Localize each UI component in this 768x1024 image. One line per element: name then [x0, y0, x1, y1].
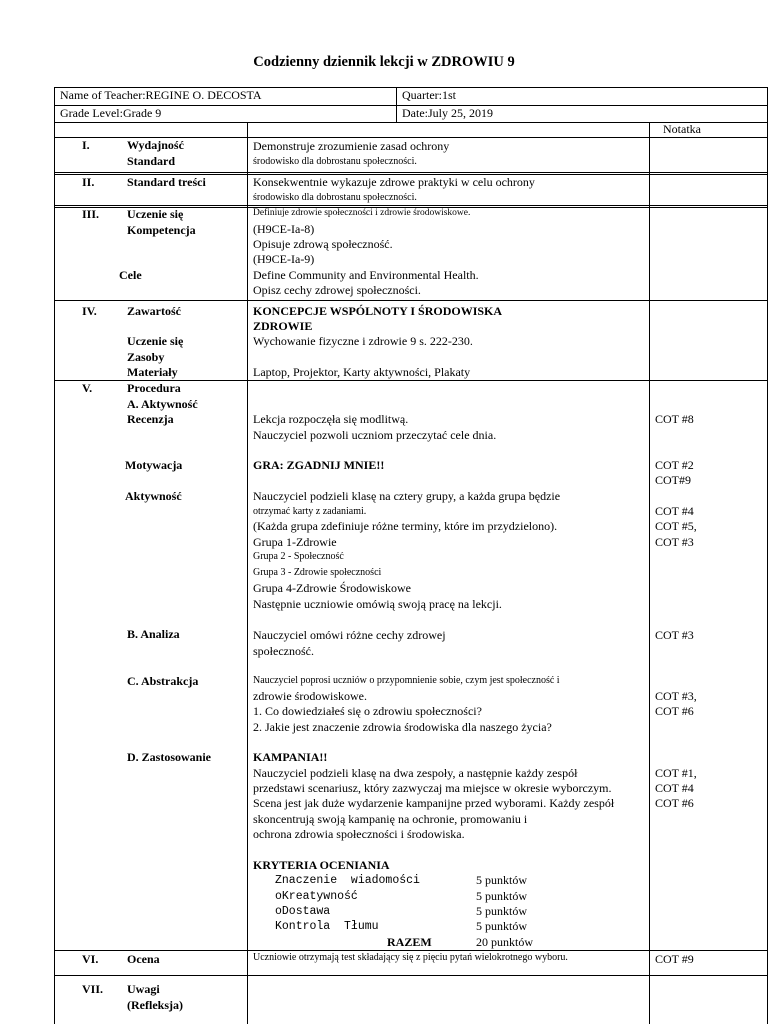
application-text: Nauczyciel podzieli klasę na dwa zespoły, a następnie każdy zespół — [253, 766, 578, 780]
quarter: Quarter:1st — [402, 88, 456, 102]
section-label: Procedura — [127, 381, 181, 395]
notes-column-header: Notatka — [663, 122, 701, 136]
section-number: III. — [82, 207, 100, 221]
lesson-date: Date:July 25, 2019 — [402, 106, 493, 120]
cot-note: COT #8 — [655, 412, 694, 426]
review-text: Nauczyciel pozwoli uczniom przeczytać cele dnia. — [253, 428, 497, 442]
section-content: Demonstruje zrozumienie zasad ochrony — [253, 139, 450, 153]
section-label: Uczenie się — [127, 334, 184, 348]
table-border — [54, 975, 768, 976]
criteria-points: 5 punktów — [476, 873, 527, 887]
section-label: Aktywność — [125, 489, 182, 503]
total-points: 20 punktów — [476, 935, 533, 949]
section-label: Cele — [119, 268, 142, 282]
section-label: Uczenie się — [127, 207, 184, 221]
activity-text: Grupa 1-Zdrowie — [253, 535, 337, 549]
table-border — [54, 172, 768, 173]
cot-note: COT #6 — [655, 704, 694, 718]
section-label: Materiały — [127, 365, 178, 379]
section-number: II. — [82, 175, 95, 189]
cot-note: COT #3, — [655, 689, 697, 703]
section-label: Kompetencja — [127, 223, 196, 237]
section-content: KONCEPCJE WSPÓLNOTY I ŚRODOWISKA — [253, 304, 503, 318]
total-label: RAZEM — [387, 935, 432, 949]
section-label: B. Analiza — [127, 627, 180, 641]
cot-note: COT #3 — [655, 628, 694, 642]
section-label: Ocena — [127, 952, 160, 966]
table-border — [54, 87, 55, 1024]
table-border — [54, 300, 768, 301]
activity-text: (Każda grupa zdefiniuje różne terminy, które im przydzielono). — [253, 519, 558, 533]
section-label: Wydajność — [127, 138, 184, 152]
cot-note: COT #3 — [655, 535, 694, 549]
application-text: Scena jest jak duże wydarzenie kampanijne przed wyborami. Każdy zespół — [253, 796, 615, 810]
section-label: Zawartość — [127, 304, 181, 318]
section-content: Wychowanie fizyczne i zdrowie 9 s. 222-230. — [253, 334, 473, 348]
cot-note: COT #4 — [655, 504, 694, 518]
section-content: środowisko dla dobrostanu społeczności. — [253, 156, 417, 167]
review-text: Lekcja rozpoczęła się modlitwą. — [253, 412, 409, 426]
table-border — [649, 122, 650, 1024]
criteria-points: 5 punktów — [476, 919, 527, 933]
criteria-name: Kontrola Tłumu — [275, 920, 379, 933]
criteria-points: 5 punktów — [476, 904, 527, 918]
section-content: (H9CE-Ia-8) — [253, 222, 315, 236]
application-text: skoncentrują swoją kampanię na ochronie, promowaniu i — [253, 812, 528, 826]
section-label: Standard — [127, 154, 176, 168]
abstraction-text: 1. Co dowiedziałeś się o zdrowiu społeczności? — [253, 704, 482, 718]
criteria-points: 5 punktów — [476, 889, 527, 903]
activity-text: otrzymać karty z zadaniami. — [253, 506, 367, 517]
section-content: ZDROWIE — [253, 319, 313, 333]
section-content: Opisuje zdrową społeczność. — [253, 237, 393, 251]
section-content: Opisz cechy zdrowej społeczności. — [253, 283, 421, 297]
cot-note: COT #4 — [655, 781, 694, 795]
grade-level: Grade Level:Grade 9 — [60, 106, 162, 120]
section-label: D. Zastosowanie — [127, 750, 212, 764]
criteria-title: KRYTERIA OCENIANIA — [253, 858, 390, 872]
section-content: (H9CE-Ia-9) — [253, 252, 315, 266]
section-number: IV. — [82, 304, 97, 318]
table-border — [247, 122, 248, 1024]
section-content: Definiuje zdrowie społeczności i zdrowie środowiskowe. — [253, 208, 471, 218]
criteria-name: oDostawa — [275, 905, 331, 918]
section-label: A. Aktywność — [127, 397, 198, 411]
abstraction-text: 2. Jakie jest znaczenie zdrowia środowiska dla naszego życia? — [253, 720, 552, 734]
motivation-text: GRA: ZGADNIJ MNIE!! — [253, 458, 385, 472]
document-title: Codzienny dziennik lekcji w ZDROWIU 9 — [253, 54, 515, 70]
abstraction-text: Nauczyciel poprosi uczniów o przypomnienie sobie, czym jest społeczność i — [253, 675, 560, 686]
section-number: VI. — [82, 952, 99, 966]
section-label: C. Abstrakcja — [127, 674, 199, 688]
section-label: Uwagi — [127, 982, 160, 996]
cot-note: COT #1, — [655, 766, 697, 780]
section-number: I. — [82, 138, 90, 152]
section-content: Define Community and Environmental Health. — [253, 268, 479, 282]
cot-note: COT #9 — [655, 952, 694, 966]
teacher-name: Name of Teacher:REGINE O. DECOSTA — [60, 88, 262, 102]
criteria-name: oKreatywność — [275, 890, 358, 903]
application-text: ochrona zdrowia społeczności i środowiska. — [253, 827, 465, 841]
cot-note: COT #6 — [655, 796, 694, 810]
activity-text: Nauczyciel podzieli klasę na cztery grupy, a każda grupa będzie — [253, 489, 561, 503]
analysis-text: Nauczyciel omówi różne cechy zdrowej — [253, 628, 446, 642]
section-content: Uczniowie otrzymają test składający się z pięciu pytań wielokrotnego wyboru. — [253, 952, 568, 963]
section-label: Zasoby — [127, 350, 165, 364]
section-number: V. — [82, 381, 93, 395]
section-content: Konsekwentnie wykazuje zdrowe praktyki w celu ochrony — [253, 175, 535, 189]
application-text: KAMPANIA!! — [253, 750, 328, 764]
activity-text: Grupa 3 - Zdrowie społeczności — [253, 567, 382, 578]
section-content: Laptop, Projektor, Karty aktywności, Plakaty — [253, 365, 471, 379]
section-label: Motywacja — [125, 458, 183, 472]
cot-note: COT #2 — [655, 458, 694, 472]
application-text: przedstawi scenariusz, który zazwyczaj ma miejsce w okresie wyborczym. — [253, 781, 612, 795]
cot-note: COT#9 — [655, 473, 691, 487]
section-number: VII. — [82, 982, 104, 996]
section-label: Standard treści — [127, 175, 206, 189]
abstraction-text: zdrowie środowiskowe. — [253, 689, 367, 703]
activity-text: Następnie uczniowie omówią swoją pracę na lekcji. — [253, 597, 502, 611]
activity-text: Grupa 2 - Społeczność — [253, 551, 344, 562]
table-border — [54, 122, 768, 123]
cot-note: COT #5, — [655, 519, 697, 533]
criteria-name: Znaczenie wiadomości — [275, 874, 420, 887]
analysis-text: społeczność. — [253, 644, 314, 658]
section-label: Recenzja — [127, 412, 174, 426]
table-border — [396, 87, 397, 122]
section-label: (Refleksja) — [127, 998, 183, 1012]
activity-text: Grupa 4-Zdrowie Środowiskowe — [253, 581, 411, 595]
section-content: środowisko dla dobrostanu społeczności. — [253, 192, 417, 203]
